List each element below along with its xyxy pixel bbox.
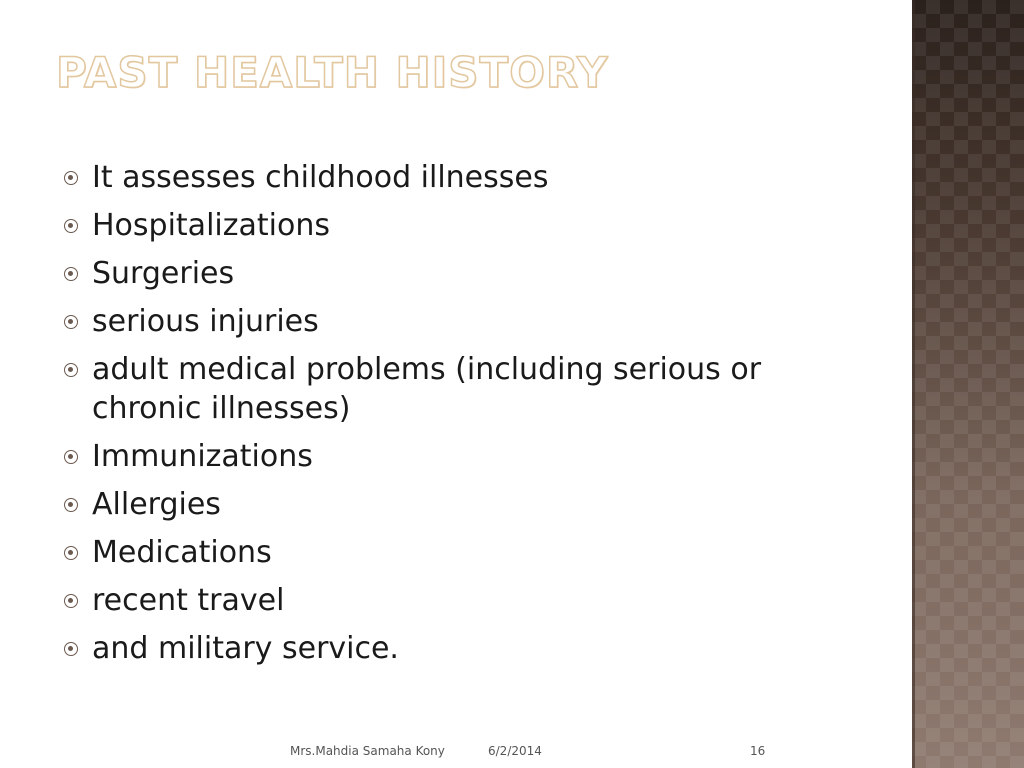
bullet-circle-icon — [64, 171, 78, 185]
bullet-text: recent travel — [92, 583, 285, 618]
bullet-item — [62, 485, 862, 524]
footer-author: Mrs.Mahdia Samaha Kony — [290, 744, 445, 758]
bullet-circle-icon — [64, 315, 78, 329]
decorative-side-panel — [912, 0, 1024, 768]
bullet-item — [62, 206, 862, 245]
bullet-text: Allergies — [92, 487, 221, 522]
bullet-text: Surgeries — [92, 256, 235, 291]
slide-page-number: 16 — [750, 744, 766, 758]
bullet-item — [62, 629, 862, 668]
bullet-item — [62, 533, 862, 572]
bullet-text: serious injuries — [92, 304, 319, 339]
bullet-circle-icon — [64, 546, 78, 560]
bullet-text: Immunizations — [92, 439, 313, 474]
bullet-item — [62, 158, 862, 197]
slide-title: PAST HEALTH HISTORY — [56, 48, 609, 97]
bullet-text: Medications — [92, 535, 272, 570]
bullet-item — [62, 437, 862, 476]
bullet-circle-icon — [64, 219, 78, 233]
footer-date: 6/2/2014 — [488, 744, 542, 758]
bullet-circle-icon — [64, 642, 78, 656]
bullet-circle-icon — [64, 363, 78, 377]
bullet-text: adult medical problems (including serious or chronic illnesses) — [92, 352, 762, 426]
bullet-item — [62, 350, 862, 428]
bullet-circle-icon — [64, 450, 78, 464]
bullet-item — [62, 302, 862, 341]
bullet-list — [62, 158, 862, 677]
bullet-circle-icon — [64, 267, 78, 281]
bullet-circle-icon — [64, 594, 78, 608]
bullet-text: Hospitalizations — [92, 208, 330, 243]
bullet-text: and military service. — [92, 631, 399, 666]
bullet-item — [62, 254, 862, 293]
bullet-text: It assesses childhood illnesses — [92, 160, 549, 195]
bullet-item — [62, 581, 862, 620]
bullet-circle-icon — [64, 498, 78, 512]
